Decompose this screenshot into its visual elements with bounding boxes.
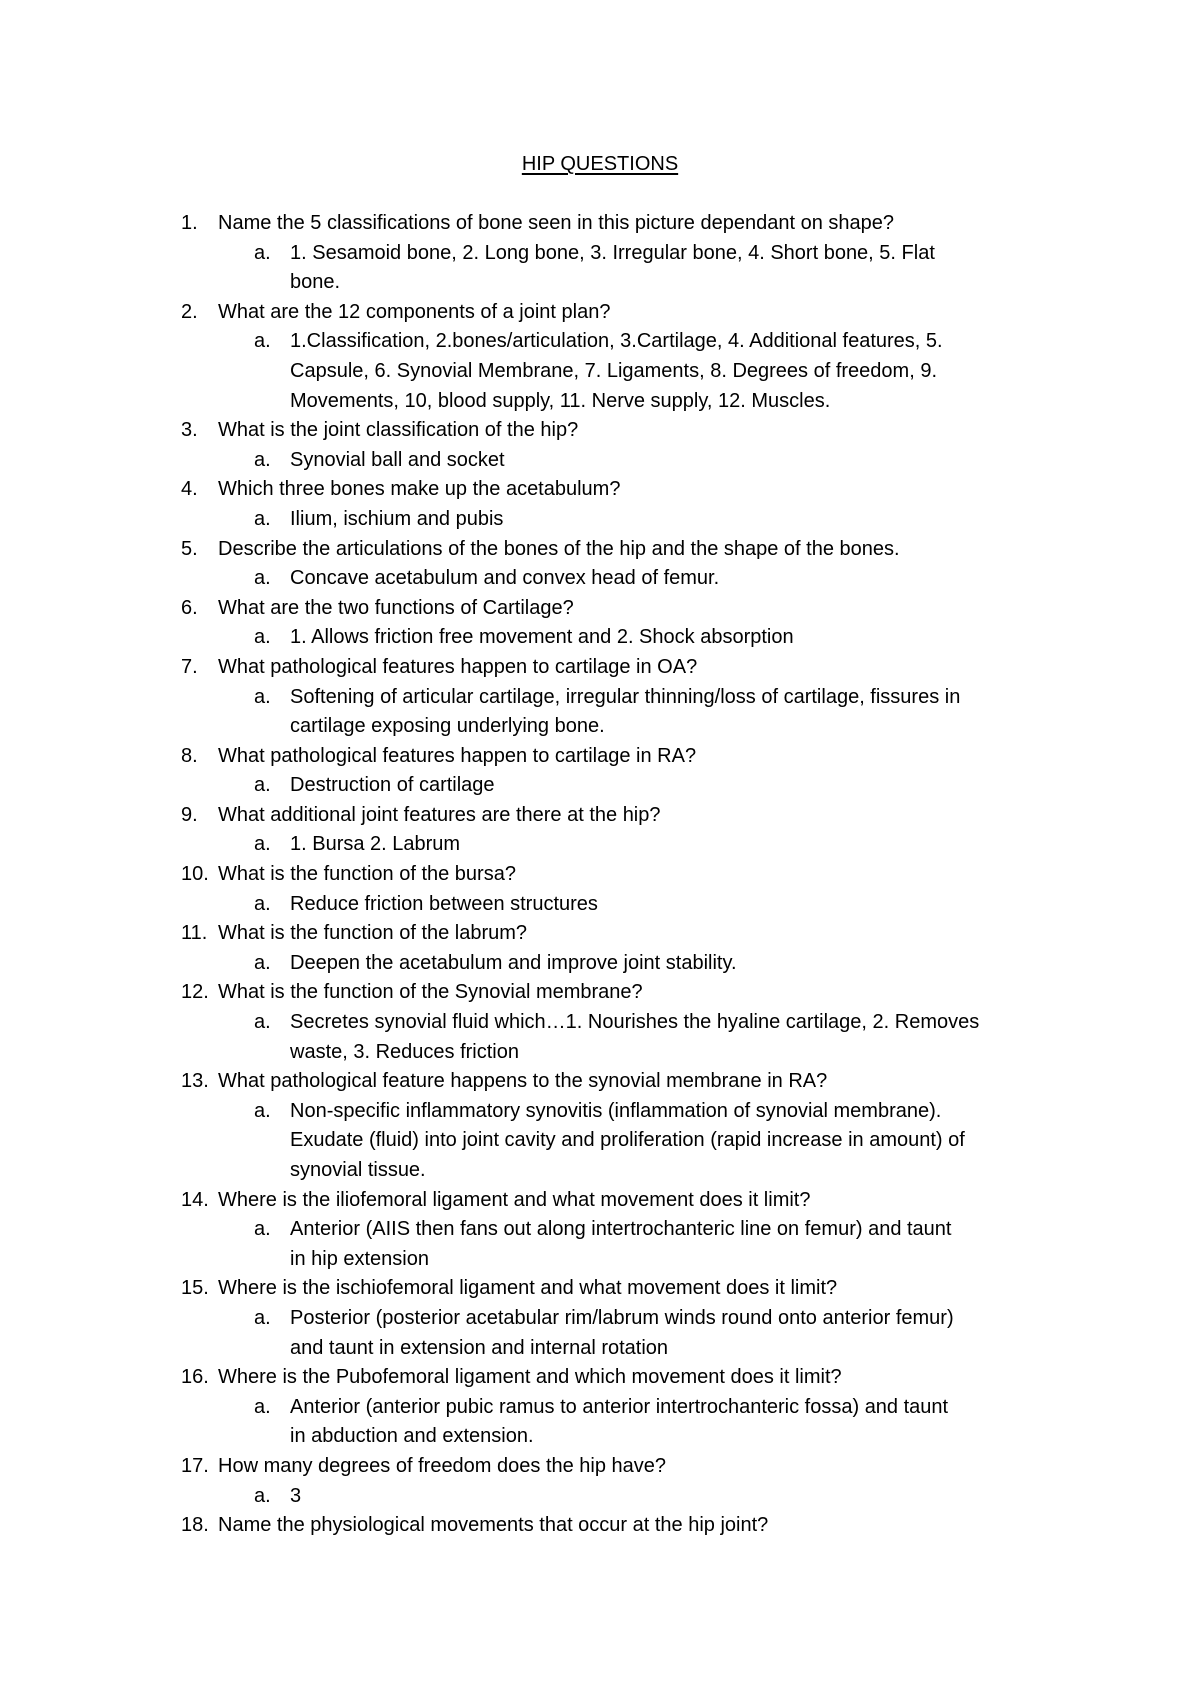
question-number: 11. xyxy=(181,922,208,945)
answer-line xyxy=(0,1304,1200,1334)
question-text: What additional joint features are there at the hip? xyxy=(218,803,661,826)
question-number: 18. xyxy=(181,1514,209,1537)
answer-line xyxy=(0,1422,1200,1452)
answer-text: 3 xyxy=(290,1484,302,1507)
question-line xyxy=(0,1274,1200,1304)
answer-marker: a. xyxy=(254,567,271,590)
answer-text: 1. Bursa 2. Labrum xyxy=(290,833,461,856)
answer-text: Concave acetabulum and convex head of femur. xyxy=(290,567,720,590)
answer-text: Capsule, 6. Synovial Membrane, 7. Ligaments, 8. Degrees of freedom, 9. xyxy=(290,359,938,382)
answer-line xyxy=(0,327,1200,357)
question-number: 13. xyxy=(181,1070,209,1093)
question-number: 9. xyxy=(181,803,198,826)
answer-line xyxy=(0,1334,1200,1364)
question-text: Where is the Pubofemoral ligament and which movement does it limit? xyxy=(218,1366,842,1389)
answer-line xyxy=(0,830,1200,860)
answer-text: 1. Sesamoid bone, 2. Long bone, 3. Irregular bone, 4. Short bone, 5. Flat xyxy=(290,241,935,264)
question-text: What is the joint classification of the hip? xyxy=(218,419,579,442)
answer-text: Synovial ball and socket xyxy=(290,448,505,471)
answer-line xyxy=(0,949,1200,979)
answer-marker: a. xyxy=(254,1306,271,1329)
answer-line xyxy=(0,1215,1200,1245)
answer-marker: a. xyxy=(254,774,271,797)
answer-line xyxy=(0,1245,1200,1275)
answer-text: cartilage exposing underlying bone. xyxy=(290,715,605,738)
question-line xyxy=(0,298,1200,328)
answer-line xyxy=(0,771,1200,801)
question-line xyxy=(0,919,1200,949)
question-number: 5. xyxy=(181,537,198,560)
answer-text: synovial tissue. xyxy=(290,1159,426,1181)
answer-text: Reduce friction between structures xyxy=(290,892,598,915)
answer-text: Non-specific inflammatory synovitis (inflammation of synovial membrane). xyxy=(290,1099,942,1122)
answer-line xyxy=(0,446,1200,476)
question-text: What is the function of the labrum? xyxy=(218,922,528,945)
question-text: What pathological features happen to cartilage in OA? xyxy=(218,655,698,678)
answer-line xyxy=(0,890,1200,920)
question-text: Where is the iliofemoral ligament and what movement does it limit? xyxy=(218,1188,811,1211)
answer-line xyxy=(0,1393,1200,1423)
question-line xyxy=(0,416,1200,446)
question-line xyxy=(0,1452,1200,1482)
question-line xyxy=(0,978,1200,1008)
answer-text: Secretes synovial fluid which…1. Nourishes the hyaline cartilage, 2. Removes xyxy=(290,1011,980,1034)
answer-marker: a. xyxy=(254,448,271,471)
question-text: Which three bones make up the acetabulum? xyxy=(218,478,621,501)
answer-text: in hip extension xyxy=(290,1247,429,1270)
answer-marker: a. xyxy=(254,241,271,264)
answer-marker: a. xyxy=(254,951,271,974)
answer-line xyxy=(0,357,1200,387)
question-number: 2. xyxy=(181,300,198,323)
question-number: 12. xyxy=(181,981,209,1004)
answer-marker: a. xyxy=(254,1099,271,1122)
question-text: Where is the ischiofemoral ligament and what movement does it limit? xyxy=(218,1277,838,1300)
answer-line xyxy=(0,239,1200,269)
question-number: 4. xyxy=(181,478,198,501)
question-text: Describe the articulations of the bones of the hip and the shape of the bones. xyxy=(218,537,900,560)
answer-marker: a. xyxy=(254,330,271,353)
answer-line xyxy=(0,683,1200,713)
answer-line xyxy=(0,505,1200,535)
question-number: 6. xyxy=(181,596,198,619)
question-line xyxy=(0,653,1200,683)
question-text: What are the two functions of Cartilage? xyxy=(218,596,574,619)
answer-marker: a. xyxy=(254,507,271,530)
document-title: HIP QUESTIONS xyxy=(521,153,679,175)
question-text: What pathological feature happens to the synovial membrane in RA? xyxy=(218,1070,828,1093)
question-line xyxy=(0,742,1200,772)
question-number: 10. xyxy=(181,863,209,886)
question-line xyxy=(0,1186,1200,1216)
question-number: 8. xyxy=(181,744,198,767)
answer-line xyxy=(0,623,1200,653)
question-text: Name the physiological movements that occur at the hip joint? xyxy=(218,1514,769,1537)
answer-text: Destruction of cartilage xyxy=(290,774,495,797)
question-line xyxy=(0,1511,1200,1541)
question-number: 1. xyxy=(181,212,198,234)
answer-marker: a. xyxy=(254,1395,271,1418)
answer-line xyxy=(0,387,1200,417)
answer-text: Ilium, ischium and pubis xyxy=(290,507,504,530)
question-text: What are the 12 components of a joint plan? xyxy=(218,300,611,323)
question-text: What is the function of the bursa? xyxy=(218,863,516,886)
question-number: 14. xyxy=(181,1188,209,1211)
question-number: 15. xyxy=(181,1277,209,1300)
answer-text: and taunt in extension and internal rotation xyxy=(290,1336,669,1359)
answer-line xyxy=(0,712,1200,742)
answer-text: Softening of articular cartilage, irregular thinning/loss of cartilage, fissures in xyxy=(290,685,961,708)
question-text: Name the 5 classifications of bone seen in this picture dependant on shape? xyxy=(218,212,894,234)
answer-marker: a. xyxy=(254,1484,271,1507)
answer-line xyxy=(0,1097,1200,1127)
question-line xyxy=(0,1363,1200,1393)
question-text: What pathological features happen to cartilage in RA? xyxy=(218,744,697,767)
answer-text: 1. Allows friction free movement and 2. Shock absorption xyxy=(290,626,794,649)
question-line xyxy=(0,475,1200,505)
question-line xyxy=(0,209,1200,239)
answer-line xyxy=(0,1038,1200,1068)
question-list xyxy=(0,209,1200,1541)
question-number: 16. xyxy=(181,1366,209,1389)
answer-marker: a. xyxy=(254,833,271,856)
answer-text: in abduction and extension. xyxy=(290,1425,534,1448)
question-text: What is the function of the Synovial membrane? xyxy=(218,981,643,1004)
question-line xyxy=(0,535,1200,565)
question-text: How many degrees of freedom does the hip have? xyxy=(218,1454,667,1477)
question-line xyxy=(0,860,1200,890)
question-line xyxy=(0,801,1200,831)
answer-text: Anterior (anterior pubic ramus to anterior intertrochanteric fossa) and taunt xyxy=(290,1395,949,1418)
answer-line xyxy=(0,1008,1200,1038)
answer-text: Deepen the acetabulum and improve joint stability. xyxy=(290,951,737,974)
answer-marker: a. xyxy=(254,1011,271,1034)
answer-marker: a. xyxy=(254,892,271,915)
answer-text: Movements, 10, blood supply, 11. Nerve supply, 12. Muscles. xyxy=(290,389,831,412)
answer-text: Anterior (AIIS then fans out along intertrochanteric line on femur) and taunt xyxy=(290,1218,952,1241)
answer-text: Exudate (fluid) into joint cavity and proliferation (rapid increase in amount) of xyxy=(290,1129,965,1152)
answer-line xyxy=(0,1126,1200,1156)
answer-line xyxy=(0,268,1200,298)
answer-text: Posterior (posterior acetabular rim/labrum winds round onto anterior femur) xyxy=(290,1306,954,1329)
answer-text: 1.Classification, 2.bones/articulation, 3.Cartilage, 4. Additional features, 5. xyxy=(290,330,943,353)
answer-line xyxy=(0,564,1200,594)
question-number: 7. xyxy=(181,655,198,678)
question-line xyxy=(0,594,1200,624)
answer-marker: a. xyxy=(254,1218,271,1241)
question-number: 3. xyxy=(181,419,198,442)
answer-text: waste, 3. Reduces friction xyxy=(290,1040,519,1063)
answer-line xyxy=(0,1482,1200,1512)
question-number: 17. xyxy=(181,1454,209,1477)
question-line xyxy=(0,1067,1200,1097)
answer-text: bone. xyxy=(290,271,341,294)
answer-line xyxy=(0,1156,1200,1186)
answer-marker: a. xyxy=(254,626,271,649)
answer-marker: a. xyxy=(254,685,271,708)
